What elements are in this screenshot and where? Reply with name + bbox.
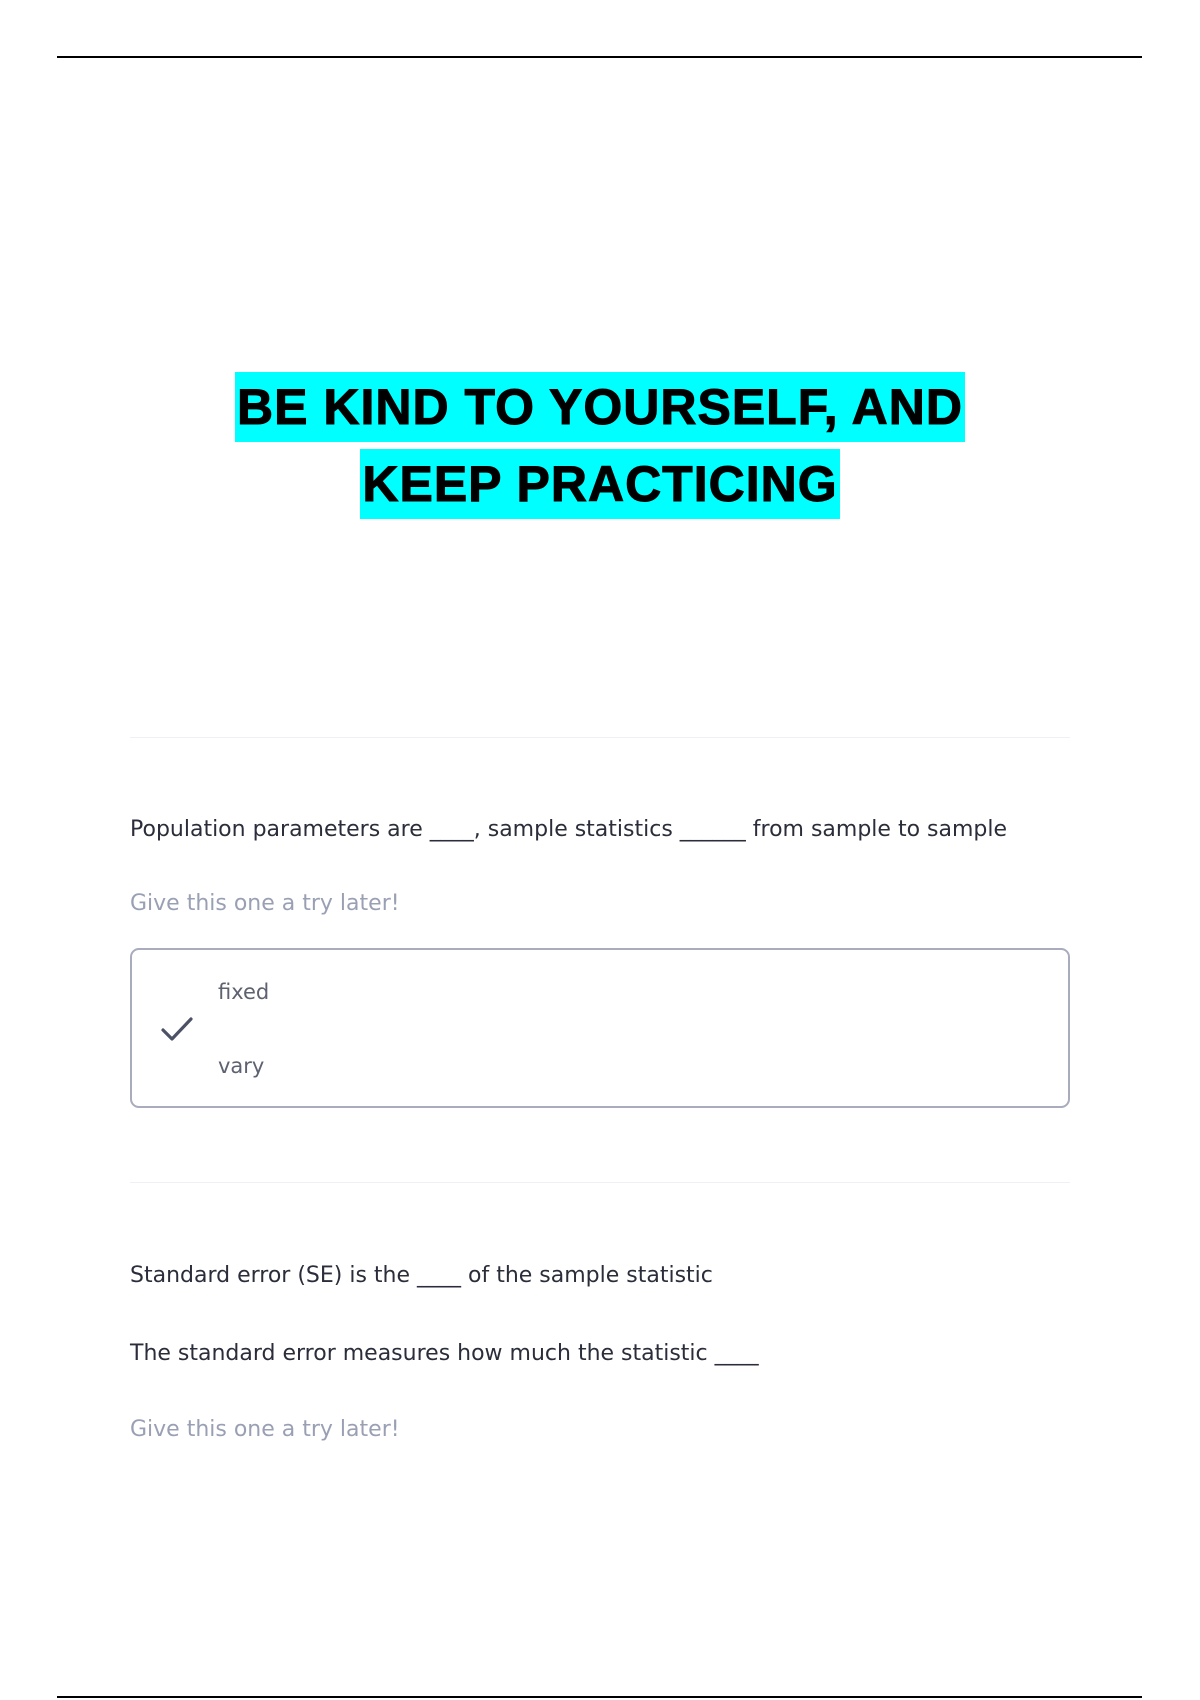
answer-term-1: fixed: [218, 980, 270, 1004]
question-text-secondary: The standard error measures how much the statistic ____: [130, 1341, 759, 1366]
checkmark-icon: [160, 1014, 194, 1044]
motivation-banner: [0, 372, 1200, 519]
answer-card[interactable]: [130, 948, 1070, 1108]
question-text: Standard error (SE) is the ____ of the sample statistic: [130, 1263, 713, 1288]
section-divider: [130, 1182, 1070, 1183]
try-later-hint: Give this one a try later!: [130, 891, 400, 916]
section-divider: [130, 737, 1070, 738]
page-top-rule: [57, 56, 1142, 58]
page-bottom-rule: [57, 1696, 1142, 1698]
answer-term-2: vary: [218, 1054, 265, 1078]
question-text: Population parameters are ____, sample statistics ______ from sample to sample: [130, 817, 1008, 842]
banner-line-2: KEEP PRACTICING: [360, 449, 839, 519]
try-later-hint: Give this one a try later!: [130, 1417, 400, 1442]
banner-line-1: BE KIND TO YOURSELF, AND: [235, 372, 965, 442]
